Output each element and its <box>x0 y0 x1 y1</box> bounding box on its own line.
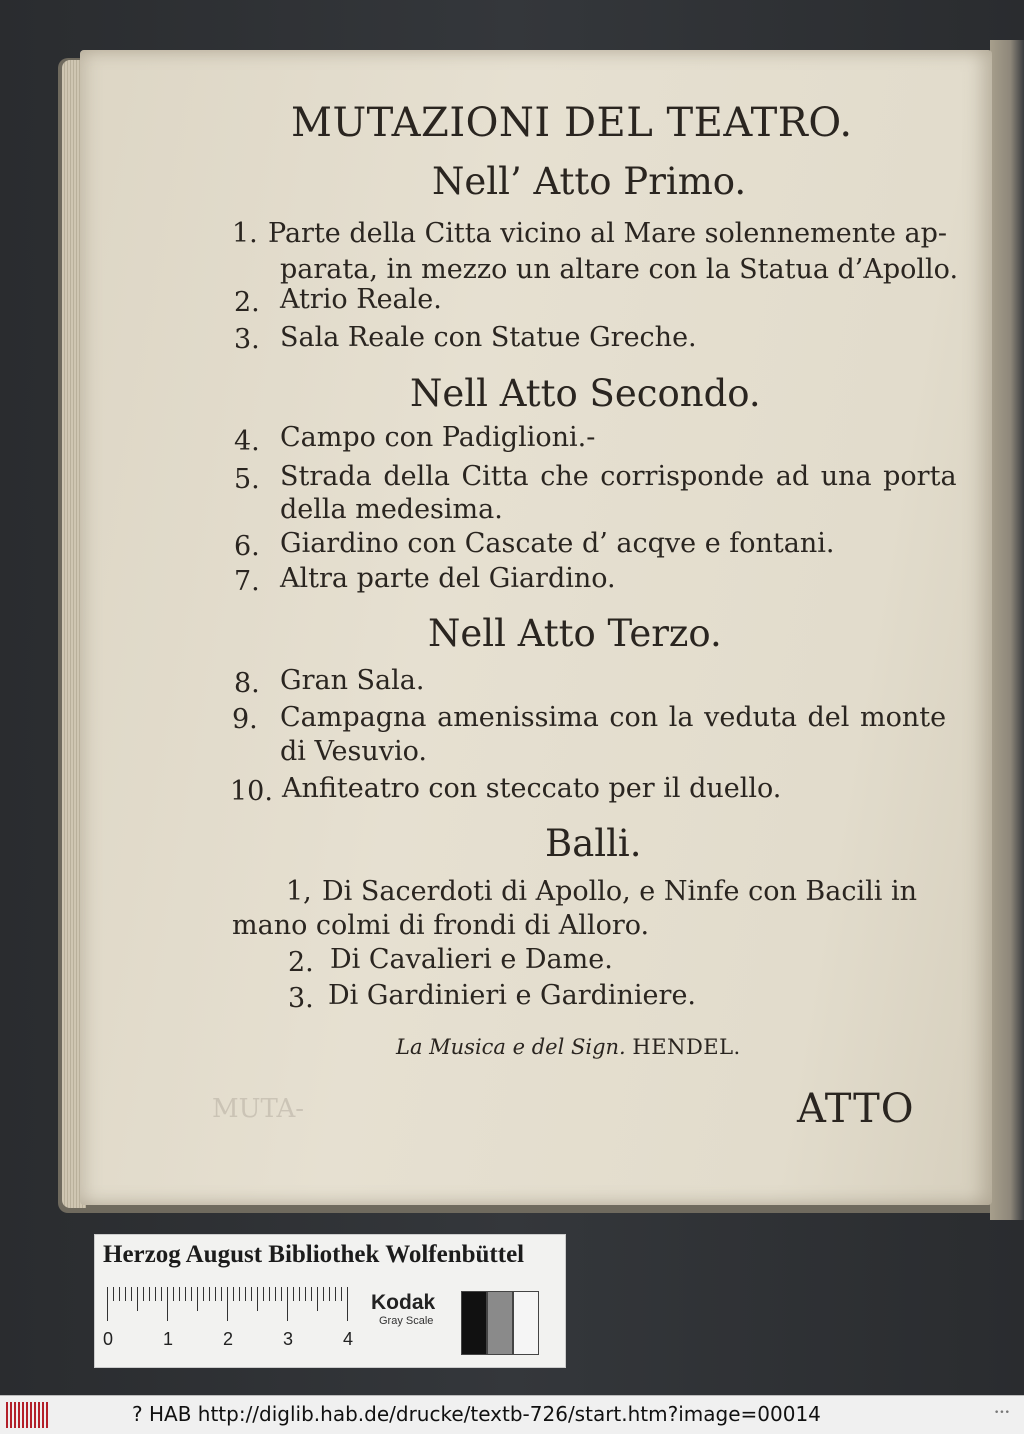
item-number: 3. <box>288 983 314 1014</box>
item-line: Altra parte del Giardino. <box>280 563 616 594</box>
ruler-tick <box>125 1287 126 1301</box>
item-number: 3. <box>234 324 260 355</box>
ruler-tick <box>221 1287 222 1301</box>
item-line: Campo con Padiglioni.- <box>280 422 596 453</box>
item-number: 7. <box>234 566 260 597</box>
ruler-tick <box>245 1287 246 1301</box>
balli-heading: Balli. <box>545 822 642 865</box>
ruler-tick <box>233 1287 234 1301</box>
ruler-tick <box>155 1287 156 1301</box>
ruler-tick <box>119 1287 120 1301</box>
ruler-tick <box>209 1287 210 1301</box>
ruler-tick <box>287 1287 288 1321</box>
ruler-tick <box>269 1287 270 1301</box>
ruler-tick <box>137 1287 138 1311</box>
item-number: 6. <box>234 531 260 562</box>
ruler-tick <box>239 1287 240 1301</box>
scale-ruler <box>107 1287 347 1323</box>
item-line: Atrio Reale. <box>280 284 442 315</box>
page-url[interactable]: ? HAB http://diglib.hab.de/drucke/textb-726/start.htm?image=00014 <box>132 1402 821 1426</box>
item-line: della medesima. <box>280 494 503 525</box>
ruler-tick <box>227 1287 228 1321</box>
facing-page-edge <box>990 40 1024 1220</box>
ruler-label: 1 <box>163 1329 174 1349</box>
ruler-tick <box>257 1287 258 1311</box>
ruler-tick <box>335 1287 336 1301</box>
kodak-logo: Kodak <box>371 1291 436 1314</box>
ruler-tick <box>143 1287 144 1301</box>
item-line: di Vesuvio. <box>280 736 427 767</box>
item-line: Di Sacerdoti di Apollo, e Ninfe con Bacili in <box>322 876 917 907</box>
item-number: 2. <box>288 947 314 978</box>
ruler-tick <box>185 1287 186 1301</box>
music-credit-label: La Musica e del Sign. <box>396 1035 626 1059</box>
ruler-tick <box>203 1287 204 1301</box>
ruler-tick <box>251 1287 252 1301</box>
ruler-tick <box>161 1287 162 1301</box>
ruler-tick <box>317 1287 318 1311</box>
ruler-tick <box>275 1287 276 1301</box>
item-line: Di Gardinieri e Gardiniere. <box>328 980 697 1011</box>
gray-patch-white <box>513 1291 539 1355</box>
ruler-tick <box>281 1287 282 1301</box>
act3-heading: Nell Atto Terzo. <box>428 612 722 655</box>
gray-scale-label: Gray Scale <box>379 1315 434 1327</box>
item-number: 10. <box>230 776 273 807</box>
item-number: 9. <box>232 704 258 735</box>
ruler-tick <box>167 1287 168 1321</box>
item-line: Sala Reale con Statue Greche. <box>280 322 697 353</box>
ruler-tick <box>197 1287 198 1311</box>
act1-heading: Nell’ Atto Primo. <box>432 160 747 203</box>
item-number: 8. <box>234 668 260 699</box>
ruler-tick <box>215 1287 216 1301</box>
item-number: 1, <box>286 876 312 907</box>
ruler-tick <box>149 1287 150 1301</box>
color-scale-card <box>94 1234 566 1368</box>
ruler-label: 2 <box>223 1329 234 1349</box>
item-line: Campagna amenissima con la veduta del monte <box>280 702 947 733</box>
act2-heading: Nell Atto Secondo. <box>410 372 761 415</box>
ruler-label: 0 <box>103 1329 114 1349</box>
show-through-text: MUTA- <box>212 1094 305 1124</box>
item-line: Strada della Citta che corrisponde ad una porta <box>280 461 957 492</box>
item-number: 1. <box>232 218 258 249</box>
item-line: Gran Sala. <box>280 665 425 696</box>
page-title: MUTAZIONI DEL TEATRO. <box>291 100 853 146</box>
ruler-tick <box>323 1287 324 1301</box>
item-number: 2. <box>234 287 260 318</box>
item-line: Parte della Citta vicino al Mare solennemente ap- <box>268 218 948 249</box>
gray-patch-black <box>461 1291 487 1355</box>
ruler-tick <box>329 1287 330 1301</box>
ruler-label: 4 <box>343 1329 354 1349</box>
ruler-tick <box>191 1287 192 1301</box>
ruler-tick <box>305 1287 306 1301</box>
ruler-tick <box>299 1287 300 1301</box>
ruler-tick <box>311 1287 312 1301</box>
hab-logo-icon[interactable] <box>6 1402 48 1428</box>
ruler-tick <box>113 1287 114 1301</box>
ruler-tick <box>347 1287 348 1321</box>
music-credit <box>396 1035 741 1059</box>
ruler-labels <box>103 1329 363 1351</box>
library-name: Herzog August Bibliothek Wolfenbüttel <box>103 1241 525 1268</box>
ruler-tick <box>179 1287 180 1301</box>
item-line: mano colmi di frondi di Alloro. <box>232 910 650 941</box>
item-line: Giardino con Cascate d’ acqve e fontani. <box>280 528 835 559</box>
catchword: ATTO <box>797 1086 915 1132</box>
ruler-tick <box>263 1287 264 1301</box>
composer-name: HENDEL. <box>632 1035 741 1059</box>
item-line: Di Cavalieri e Dame. <box>330 944 613 975</box>
ruler-tick <box>131 1287 132 1301</box>
ruler-tick <box>107 1287 108 1321</box>
ruler-tick <box>293 1287 294 1301</box>
status-bar <box>0 1395 1024 1434</box>
ruler-label: 3 <box>283 1329 294 1349</box>
gray-patch-mid <box>487 1291 513 1355</box>
item-line: parata, in mezzo un altare con la Statua d’Apollo. <box>280 254 959 285</box>
menu-dots-icon[interactable]: ••• <box>994 1408 1010 1418</box>
ruler-tick <box>173 1287 174 1301</box>
item-number: 5. <box>234 464 260 495</box>
ruler-tick <box>341 1287 342 1301</box>
item-number: 4. <box>234 426 260 457</box>
item-line: Anfiteatro con steccato per il duello. <box>282 773 782 804</box>
